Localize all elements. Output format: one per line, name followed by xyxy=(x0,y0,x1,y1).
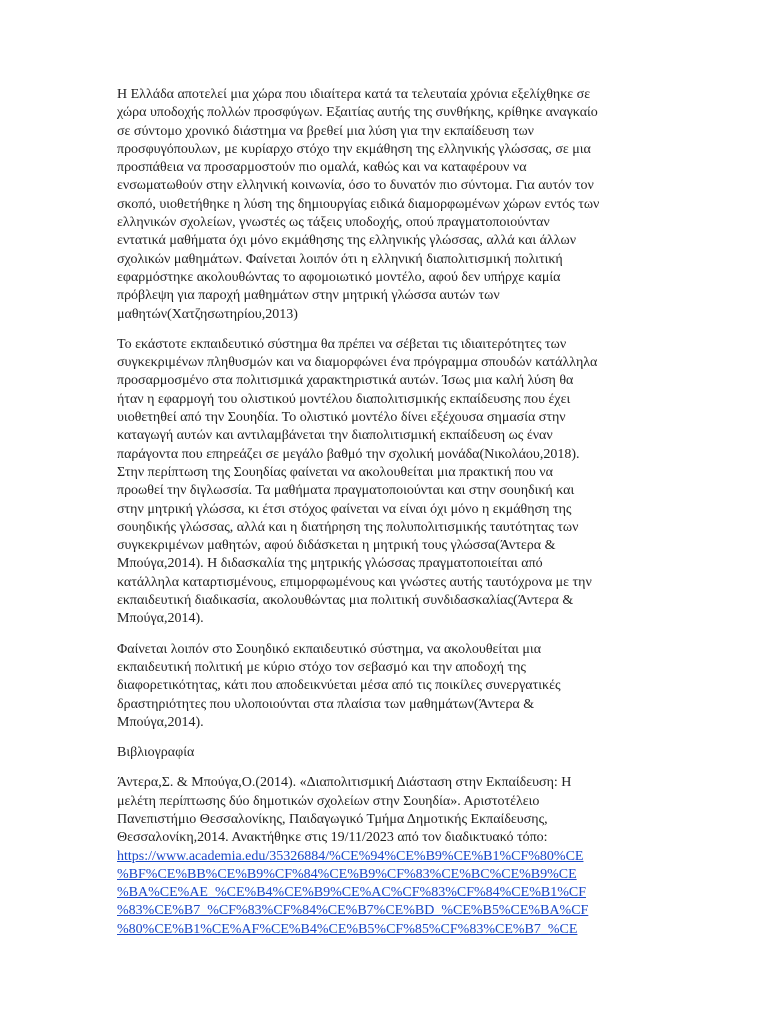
reference-url-link[interactable]: https://www.academia.edu/35326884/%CE%94%CE%B9%CE%B1%CF%80%CE %BF%CE%BB%CE%B9%CF%84%CE%B9%CF%83%CE%BC%CE%B9%CE %BA%CE%AE_%CE%B4%CE%B9%CE%AC%CF%83%CF%84%CE%B1%CF %83%CE%B7_%CF%83%CF%84%CE%B7%CE%BD_%CE%B5%CE%BA%CF %80%CE%B1%CE%AF%CE%B4%CE%B5%CF%85%CF%83%CE%B7_%CE xyxy=(117,848,589,937)
paragraph-greek-refugee-education: Η Ελλάδα αποτελεί μια χώρα που ιδιαίτερα κατά τα τελευταία χρόνια εξελίχθηκε σε χώρα υποδοχής πολλών προσφύγων. Εξαιτίας αυτής της συνθήκης, κρίθηκε αναγκαίο σε σύντομο χρονικό διάστημα να βρεθεί μια λύση για την εκπαίδευση των προσφυγόπουλων, με κυρίαρχο στόχο την εκμάθηση της ελληνικής γλώσσας, σε μια προσπάθεια να προσαρμοστούν πιο ομαλά, καθώς και να καταφέρουν να ενσωματωθούν στην ελληνική κοινωνία, όσο το δυνατόν πιο σύντομα. Για αυτόν τον σκοπό, υιοθετήθηκε η λύση της δημιουργίας ειδικά διαμορφωμένων χώρων εντός των ελληνικών σχολείων, γνωστές ως τάξεις υποδοχής, οπού πραγματοποιούνταν εντατικά μαθήματα όχι μόνο εκμάθησης της ελληνικής γλώσσας, αλλά και άλλων σχολικών μαθημάτων. Φαίνεται λοιπόν ότι η ελληνική διαπολιτισμική πολιτική εφαρμόστηκε ακολουθώντας το αφομοιωτικό μοντέλο, αφού δεν υπήρχε καμία πρόβλεψη για παροχή μαθημάτων στην μητρική γλώσσα αυτών των μαθητών(Χατζησωτηρίου,2013) xyxy=(117,87,600,322)
bibliography-heading: Βιβλιογραφία xyxy=(117,745,195,761)
paragraph-swedish-policy-conclusion: Φαίνεται λοιπόν στο Σουηδικό εκπαιδευτικό σύστημα, να ακολουθείται μια εκπαιδευτική πολιτική με κύριο στόχο τον σεβασμό και την αποδοχή της διαφορετικότητας, κάτι που αποδεικνύεται μέσα από τις ποικίλες συνεργατικές δραστηριότητες που υλοποιούνται στα πλαίσια των μαθημάτων(Άντερα & Μπούγα,2014). xyxy=(117,641,561,730)
reference-citation: Άντερα,Σ. & Μπούγα,Ο.(2014). «Διαπολιτισμική Διάσταση στην Εκπαίδευση: Η μελέτη περίπτωσης δύο δημοτικών σχολείων στην Σουηδία». Αριστοτέλειο Πανεπιστήμιο Θεσσαλονίκης, Παιδαγωγικό Τμήμα Δημοτικής Εκπαίδευσης, Θεσσαλονίκη,2014. Ανακτήθηκε στις 19/11/2023 από τον διαδικτυακό τόπο: xyxy=(117,775,572,846)
paragraph-swedish-holistic-model: Το εκάστοτε εκπαιδευτικό σύστημα θα πρέπει να σέβεται τις ιδιαιτερότητες των συγκεκριμένων πληθυσμών και να διαμορφώνει ένα πρόγραμμα σπουδών κατάλληλα προσαρμοσμένο στα πολιτισμικά χαρακτηριστικά αυτών. Ίσως μια καλή λύση θα ήταν η εφαρμογή του ολιστικού μοντέλου διαπολιτισμικής εκπαίδευσης που έχει υιοθετηθεί από την Σουηδία. Το ολιστικό μοντέλο δίνει εξέχουσα σημασία στην καταγωγή αυτών και αντιλαμβάνεται την διαπολιτισμική εκπαίδευση ως έναν παράγοντα που επηρεάζει σε μεγάλο βαθμό την σχολική μονάδα(Νικολάου,2018). Στην περίπτωση της Σουηδίας φαίνεται να ακολουθείται μια πρακτική που να προωθεί την διγλωσσία. Τα μαθήματα πραγματοποιούνται και στην σουηδική και στην μητρική γλώσσα, κι έτσι στόχος φαίνεται να είναι όχι μόνο η εκμάθηση της σουηδικής γλώσσας, αλλά και η διατήρηση της πολυπολιτισμικής ταυτότητας των συγκεκριμένων μαθητών, αφού διδάσκεται η μητρική τους γλώσσα(Άντερα & Μπούγα,2014). Η διδασκαλία της μητρικής γλώσσας πραγματοποιείται από κατάλληλα καταρτισμένους, επιμορφωμένους και γνώστες αυτής ταυτόχρονα με την εκπαιδευτική διαδικασία, ακολουθώντας μια πολιτική συνδιδασκαλίας(Άντερα & Μπούγα,2014). xyxy=(117,336,598,627)
bibliography-entry xyxy=(117,774,648,939)
